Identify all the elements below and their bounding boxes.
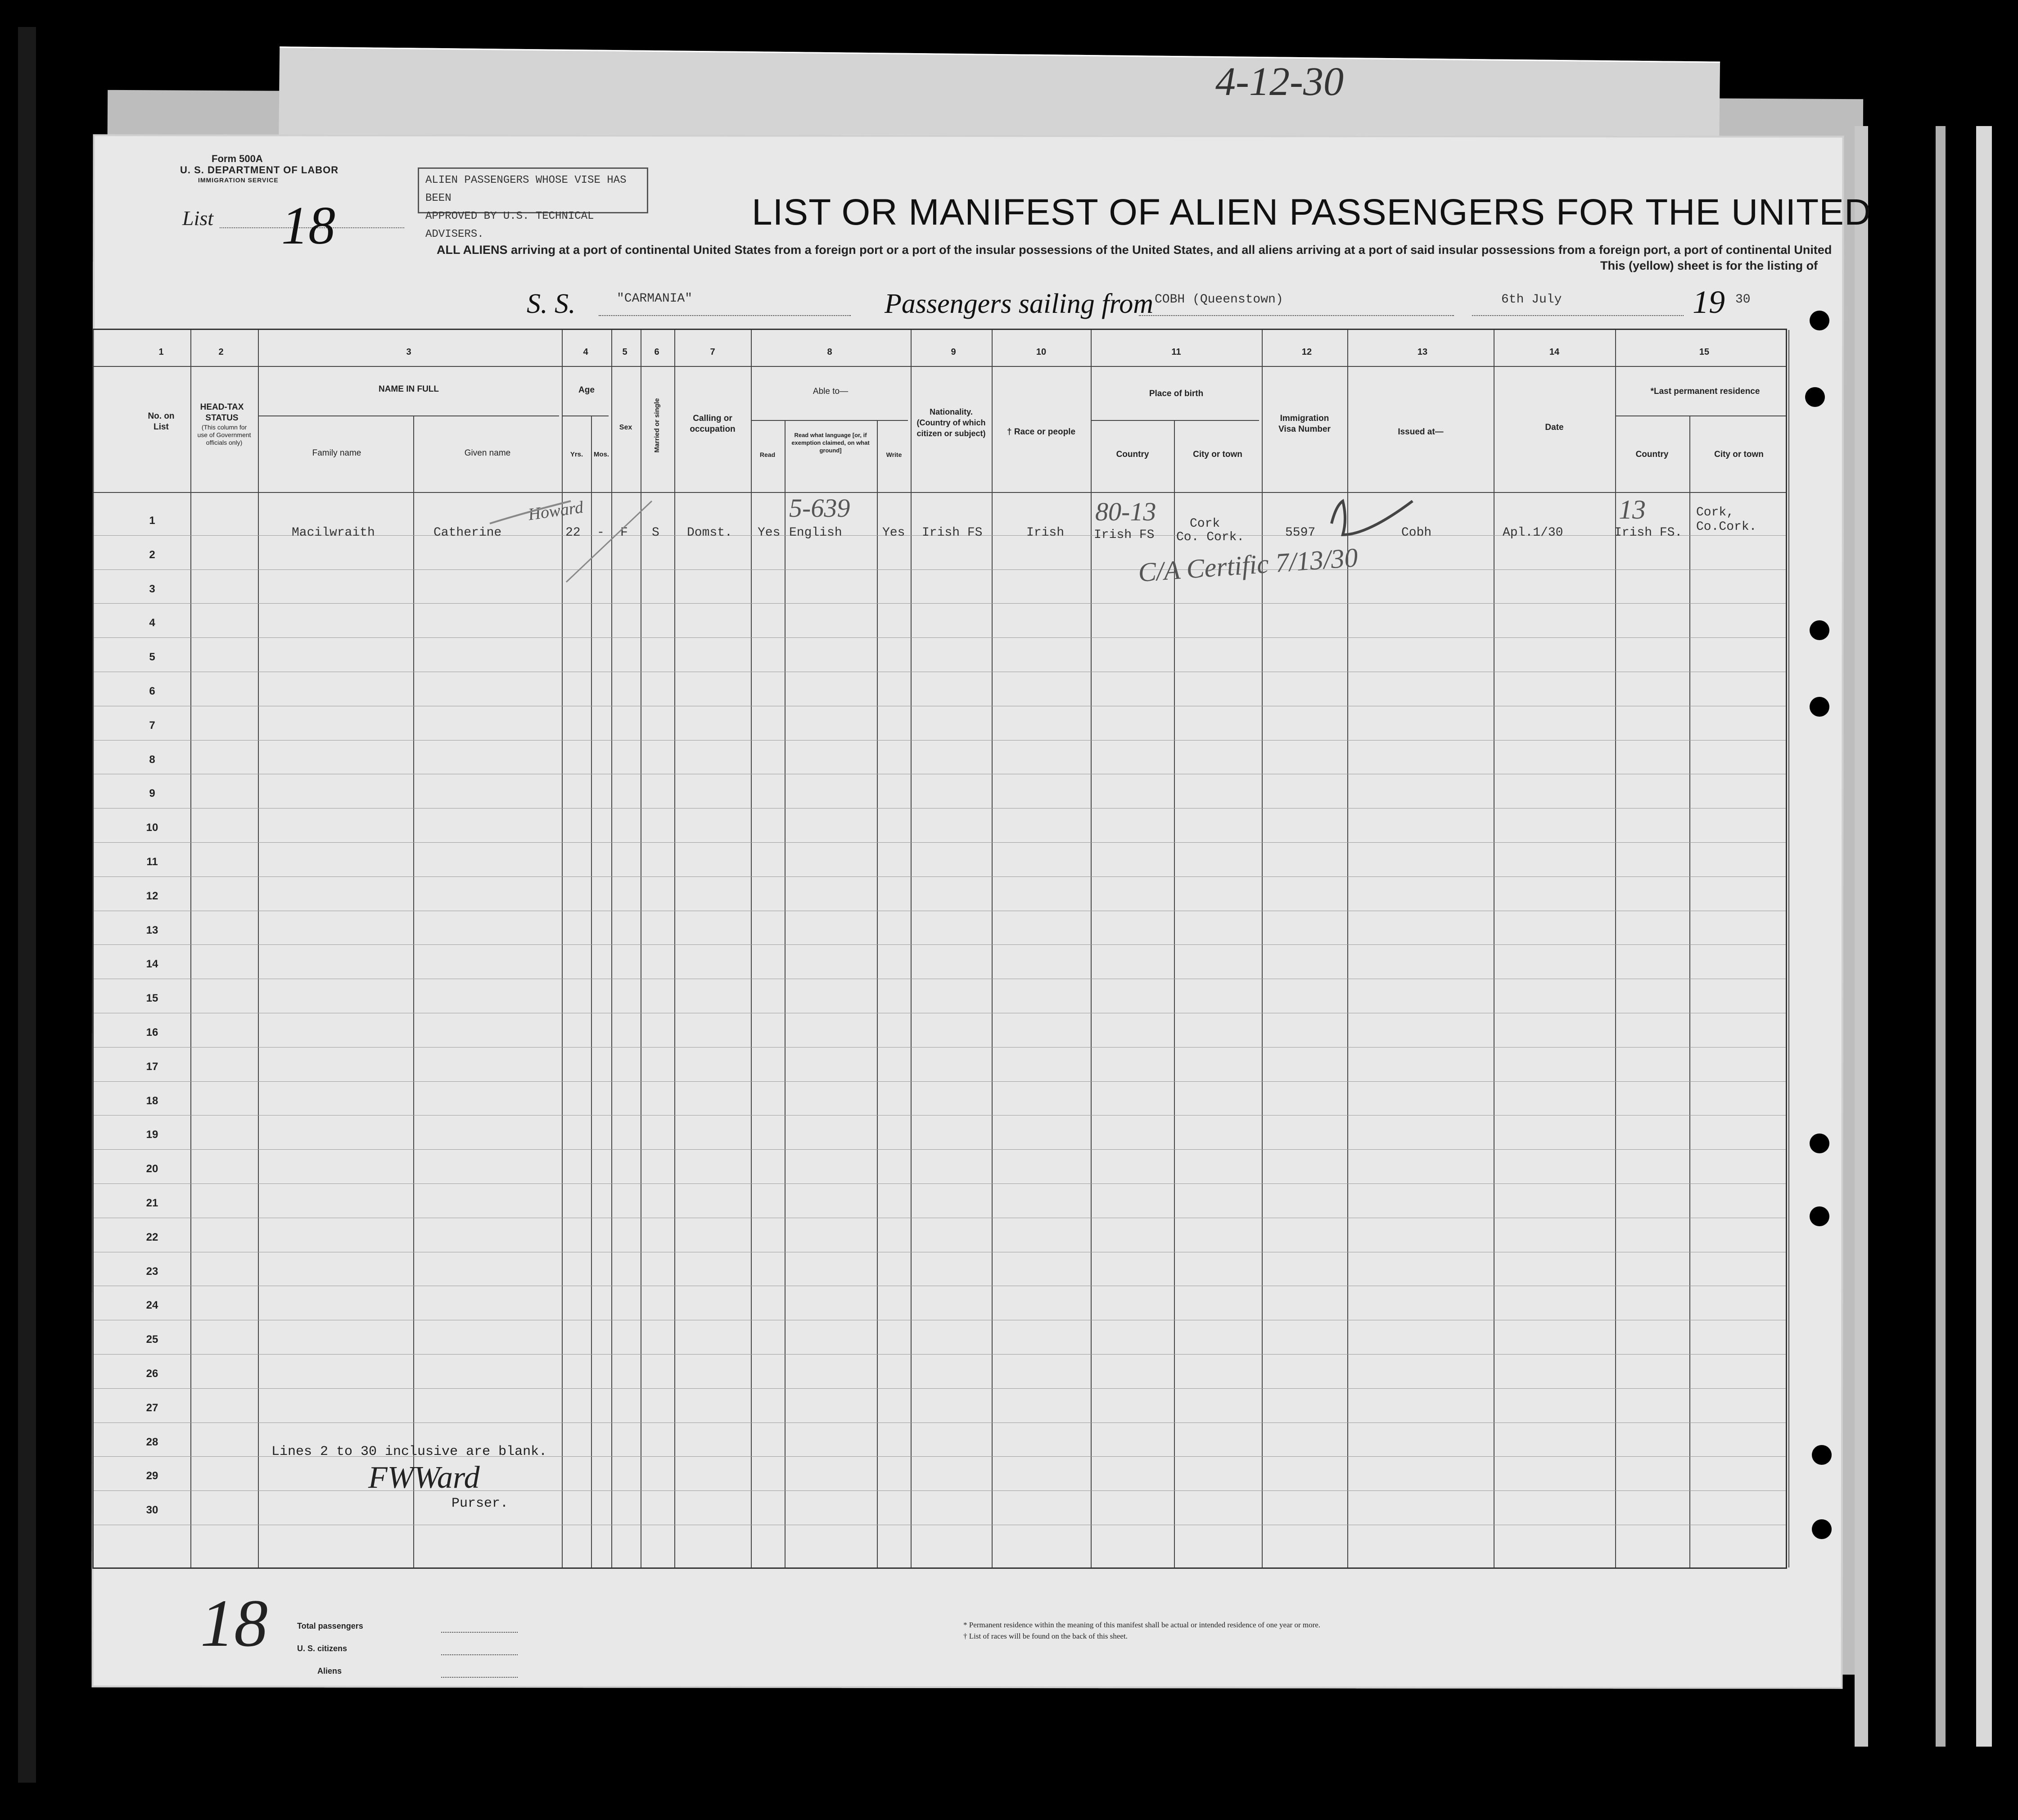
col-divider — [785, 420, 786, 1567]
port-line — [1139, 315, 1454, 316]
row-number: 24 — [146, 1299, 158, 1312]
aliens-label: Aliens — [317, 1666, 342, 1675]
punch-hole — [1886, 1134, 1906, 1153]
entry-occupation: Domst. — [687, 526, 732, 540]
row-number: 20 — [146, 1163, 158, 1175]
entry-lr-city-1: Cork, — [1696, 506, 1734, 519]
row-number: 10 — [146, 822, 158, 834]
hdr-nationality — [915, 406, 987, 439]
sailing-date: 6th July — [1501, 293, 1562, 307]
purser-signature: FWWard — [368, 1460, 480, 1495]
hdr-lr-country: Country — [1635, 450, 1669, 459]
colnum-2: 2 — [218, 347, 224, 357]
row-number: 25 — [146, 1333, 158, 1346]
col-divider — [591, 415, 592, 1567]
row-rule — [94, 842, 1786, 843]
hdr-yrs: Yrs. — [570, 451, 583, 458]
hdr-read-lang — [788, 431, 873, 454]
entry-language: English — [789, 526, 842, 540]
row-number: 21 — [146, 1197, 158, 1209]
entry-age-yrs: 22 — [565, 526, 581, 540]
ship-line — [599, 315, 851, 316]
hdr-given-name: Given name — [464, 448, 511, 458]
row-number: 13 — [146, 924, 158, 936]
row-number: 12 — [146, 890, 158, 902]
hdr-read-lang-text: Read what language [or, if exemption claimed, on what ground] — [791, 432, 870, 454]
sub-rule — [258, 415, 559, 416]
punch-hole — [1877, 387, 1897, 407]
hdr-place-of-birth: Place of birth — [1149, 389, 1204, 398]
punch-hole — [1810, 1134, 1829, 1153]
hdr-last-residence: *Last permanent residence — [1650, 387, 1760, 396]
col-divider — [1262, 330, 1263, 1567]
entry-married: S — [652, 526, 659, 540]
col-divider — [911, 330, 912, 1567]
entry-sex: F — [620, 526, 628, 540]
sub-rule — [1615, 415, 1786, 416]
hdr-lr-city: City or town — [1714, 450, 1764, 459]
year-prefix: 19 — [1693, 284, 1725, 320]
list-label: List — [182, 207, 214, 230]
row-number: 17 — [146, 1060, 158, 1073]
hdr-visa — [1275, 413, 1334, 435]
page-edge — [1855, 126, 1868, 1747]
date-line — [1472, 315, 1684, 316]
port-of-sailing: COBH (Queenstown) — [1155, 293, 1283, 307]
manifest-table — [92, 329, 1787, 1569]
hdr-issued-at: Issued at— — [1398, 427, 1444, 437]
purser-label: Purser. — [451, 1496, 509, 1511]
service: IMMIGRATION SERVICE — [198, 176, 279, 184]
entry-date: Apl.1/30 — [1503, 526, 1563, 540]
row-number: 2 — [149, 548, 155, 561]
footnote-1: * Permanent residence within the meaning of this manifest shall be actual or intended residence of one year or more. — [963, 1621, 1321, 1629]
punch-hole — [1812, 1519, 1832, 1539]
row-number: 27 — [146, 1401, 158, 1414]
year-suffix: 30 — [1735, 293, 1751, 307]
header-rule-bottom — [94, 492, 1786, 493]
sub-rule — [751, 420, 908, 421]
punch-hole — [1810, 1206, 1829, 1226]
form-number: Form 500A — [212, 153, 263, 164]
punch-hole — [1884, 1206, 1904, 1226]
us-citizens-label: U. S. citizens — [297, 1644, 348, 1653]
entry-race: Irish — [1026, 526, 1065, 540]
hdr-sex: Sex — [619, 424, 632, 431]
col-divider — [1689, 415, 1690, 1567]
colnum-6: 6 — [654, 347, 659, 357]
hdr-married: Married or single — [653, 398, 661, 453]
punch-hole — [1810, 311, 1829, 330]
row-rule — [94, 876, 1786, 877]
hdr-date: Date — [1545, 423, 1564, 432]
col-divider — [190, 330, 191, 1567]
hdr-calling — [688, 413, 737, 435]
stamp-line-1: ALIEN PASSENGERS WHOSE VISE HAS BEEN — [425, 174, 627, 204]
row-number: 18 — [146, 1094, 158, 1107]
row-number: 4 — [149, 617, 155, 629]
hdr-visa-text: Immigration Visa Number — [1278, 414, 1331, 434]
row-number: 19 — [146, 1129, 158, 1141]
row-number: 23 — [146, 1265, 158, 1278]
ss-label: S. S. — [527, 289, 576, 319]
punch-hole — [1812, 1445, 1832, 1465]
entry-read: Yes — [758, 526, 781, 540]
entry-given-name: Catherine — [433, 526, 502, 540]
hdr-pob-city: City or town — [1193, 450, 1242, 459]
colnum-14: 14 — [1549, 347, 1560, 357]
colnum-3: 3 — [406, 347, 411, 357]
hdr-pob-country: Country — [1116, 450, 1149, 459]
col-divider — [1091, 330, 1092, 1567]
citizens-line — [441, 1654, 518, 1655]
row-number: 26 — [146, 1368, 158, 1380]
punch-hole — [1810, 697, 1829, 717]
entry-lr-country: Irish FS. — [1614, 526, 1683, 540]
col-divider — [413, 415, 414, 1567]
stamp-line-2: APPROVED BY U.S. TECHNICAL ADVISERS. — [425, 210, 594, 240]
col-divider — [877, 420, 878, 1567]
hdr-name-in-full: NAME IN FULL — [378, 384, 439, 394]
hdr-head-tax-note: (This column for use of Government officials only) — [197, 424, 251, 446]
sub-rule — [1091, 420, 1259, 421]
list-number: 18 — [281, 195, 335, 255]
entry-write: Yes — [882, 526, 905, 540]
hw-pob-code: 80-13 — [1095, 497, 1156, 526]
row-number: 15 — [146, 992, 158, 1005]
check-mark — [1323, 492, 1440, 542]
hdr-no-on-list — [145, 411, 177, 433]
row-number: 28 — [146, 1436, 158, 1448]
row-rule — [94, 1354, 1786, 1355]
col-divider — [992, 330, 993, 1567]
pencil-stroke — [562, 497, 656, 587]
row-rule — [94, 1047, 1786, 1048]
row-number: 30 — [146, 1504, 158, 1517]
aliens-line — [441, 1677, 518, 1678]
punch-hole — [1810, 620, 1829, 640]
punch-hole — [1875, 620, 1895, 640]
row-number: 6 — [149, 685, 155, 697]
hdr-nationality-text: Nationality. (Country of which citizen or subject) — [916, 407, 986, 438]
page-edge — [1936, 126, 1946, 1747]
row-number: 11 — [146, 856, 158, 868]
hdr-no-on-list-text: No. on List — [148, 411, 175, 432]
colnum-11: 11 — [1171, 347, 1181, 357]
entry-family-name: Macilwraith — [292, 526, 375, 540]
colnum-7: 7 — [710, 347, 715, 357]
row-number: 9 — [149, 787, 155, 800]
row-rule — [94, 944, 1786, 945]
entry-nationality: Irish FS — [922, 526, 983, 540]
row-rule — [94, 740, 1786, 741]
row-number: 29 — [146, 1470, 158, 1482]
hdr-calling-text: Calling or occupation — [690, 414, 736, 434]
row-rule — [94, 1081, 1786, 1082]
row-number: 14 — [146, 958, 158, 971]
hdr-family-name: Family name — [312, 448, 361, 458]
entry-pob-country: Irish FS — [1094, 528, 1155, 542]
sailing-label: Passengers sailing from — [885, 289, 1154, 319]
hdr-race: † Race or people — [1007, 427, 1076, 437]
row-number: 16 — [146, 1026, 158, 1039]
row-number: 3 — [149, 583, 155, 595]
hdr-mos: Mos. — [593, 451, 609, 458]
hw-certificate-note: C/A Certific 7/13/30 — [1137, 542, 1359, 587]
department: U. S. DEPARTMENT OF LABOR — [180, 164, 339, 176]
entry-lr-city-2: Co.Cork. — [1696, 520, 1757, 534]
col-divider — [674, 330, 675, 1567]
colnum-13: 13 — [1417, 347, 1428, 357]
row-number: 22 — [146, 1231, 158, 1243]
col-divider — [751, 330, 752, 1567]
row-rule — [94, 637, 1786, 638]
entry-pob-city-2: Co. Cork. — [1176, 530, 1245, 544]
sub-rule — [562, 415, 609, 416]
scan-edge — [18, 27, 36, 1783]
colnum-8: 8 — [827, 347, 832, 357]
colnum-5: 5 — [622, 347, 628, 357]
hdr-able-to: Able to— — [813, 387, 849, 396]
row-number: 8 — [149, 753, 155, 766]
hdr-age: Age — [578, 385, 595, 395]
hw-lr-code: 13 — [1619, 495, 1646, 524]
colnum-15: 15 — [1699, 347, 1710, 357]
col-divider — [1788, 330, 1789, 1567]
punch-hole — [1805, 387, 1825, 407]
handwritten-date-top: 4-12-30 — [1215, 59, 1344, 104]
entry-pob-city-1: Cork — [1190, 517, 1220, 531]
row-rule — [94, 1490, 1786, 1491]
hdr-write: Write — [886, 451, 902, 458]
row-number: 1 — [149, 515, 155, 527]
row-number: 7 — [149, 719, 155, 732]
punch-hole — [1886, 1519, 1906, 1539]
col-divider — [1615, 330, 1616, 1567]
colnum-4: 4 — [583, 347, 588, 357]
subtitle: ALL ALIENS arriving at a port of continental United States from a foreign port or a port of the insular possessions of the United States, and all aliens arriving at a port of said insular possessions from a foreign port, a port of continental United — [437, 243, 1832, 257]
hw-language-code: 5-639 — [789, 493, 850, 523]
hdr-head-tax-text: HEAD-TAX STATUS — [200, 402, 244, 423]
row-rule — [94, 1388, 1786, 1389]
colnum-1: 1 — [158, 347, 164, 357]
row-rule — [94, 569, 1786, 570]
hdr-head-tax — [197, 402, 251, 447]
colnum-9: 9 — [951, 347, 956, 357]
page-edge — [1976, 126, 1992, 1747]
col-divider — [258, 330, 259, 1567]
ship-name: "CARMANIA" — [617, 292, 693, 306]
subtitle-2: This (yellow) sheet is for the listing of — [1600, 259, 1818, 272]
blank-lines-note: Lines 2 to 30 inclusive are blank. — [271, 1444, 547, 1459]
colnum-12: 12 — [1301, 347, 1312, 357]
row-rule — [94, 1183, 1786, 1184]
total-passengers-label: Total passengers — [297, 1621, 363, 1630]
punch-hole — [1886, 1445, 1906, 1465]
row-rule — [94, 603, 1786, 604]
footnote-2: † List of races will be found on the back of this sheet. — [963, 1632, 1128, 1640]
header-rule — [94, 366, 1786, 367]
col-divider — [1174, 420, 1175, 1567]
entry-issued-at: Cobh — [1401, 526, 1432, 540]
row-rule — [94, 1149, 1786, 1150]
hdr-read: Read — [759, 451, 776, 458]
punch-hole — [1875, 697, 1895, 717]
entry-visa: 5597 — [1285, 526, 1316, 540]
hw-given-name-correction: Howard — [527, 497, 585, 524]
colnum-10: 10 — [1036, 347, 1047, 357]
row-number: 5 — [149, 651, 155, 664]
approval-stamp — [418, 167, 648, 240]
punch-hole — [1877, 311, 1897, 330]
page-title: LIST OR MANIFEST OF ALIEN PASSENGERS FOR THE UNITED — [752, 192, 1872, 233]
entry-age-mos: - — [597, 526, 605, 540]
handwritten-list-number: 18 — [200, 1586, 268, 1661]
total-line — [441, 1632, 518, 1633]
